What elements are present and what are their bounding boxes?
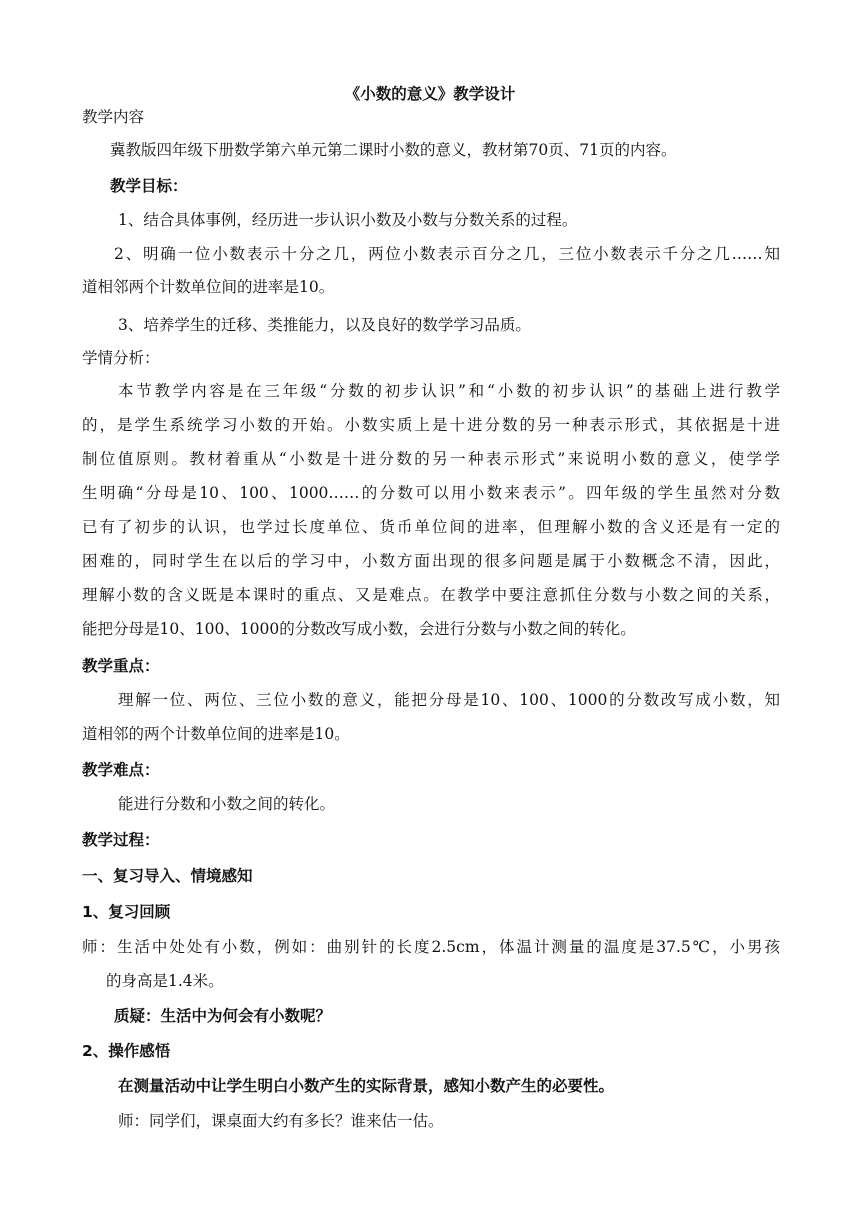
analysis-label: 学情分析： [82,349,160,367]
analysis-line-4: 生明确“分母是10、100、1000……的分数可以用小数来表示”。四年级的学生虽然对分数 [82,484,780,502]
objective-3: 3、培养学生的迁移、类推能力，以及良好的数学学习品质。 [118,316,531,334]
objective-1: 1、结合具体事例，经历进一步认识小数及小数与分数关系的过程。 [118,211,578,229]
key-points-line-2: 道相邻的两个计数单位间的进率是10。 [82,725,350,743]
teacher-line-1: 师：生活中处处有小数，例如：曲别针的长度2.5cm，体温计测量的温度是37.5℃，小男孩 [82,938,780,956]
teacher-line-3: 师：同学们，课桌面大约有多长？谁来估一估。 [118,1112,444,1130]
process-label: 教学过程： [82,831,160,849]
analysis-line-2: 的，是学生系统学习小数的开始。小数实质上是十进分数的另一种表示形式，其依据是十进 [82,416,780,434]
step-2-goal: 在测量活动中让学生明白小数产生的实际背景，感知小数产生的必要性。 [118,1077,615,1095]
analysis-line-6: 困难的，同时学生在以后的学习中，小数方面出现的很多问题是属于小数概念不清，因此， [82,552,780,570]
teacher-line-2: 的身高是1.4米。 [106,972,224,990]
step-1-heading: 1、复习回顾 [82,903,171,921]
section-label-content: 教学内容 [82,108,145,126]
analysis-line-1: 本节教学内容是在三年级“分数的初步认识”和“小数的初步认识”的基础上进行教学 [118,382,780,400]
key-points-line-1: 理解一位、两位、三位小数的意义，能把分母是10、100、1000的分数改写成小数，知 [118,691,780,709]
key-points-label: 教学重点： [82,657,160,675]
analysis-line-5: 已有了初步的认识，也学过长度单位、货币单位间的进率，但理解小数的含义还是有一定的 [82,518,780,536]
difficulty-label: 教学难点： [82,761,160,779]
question-text: 质疑：生活中为何会有小数呢？ [114,1007,332,1025]
content-text: 冀教版四年级下册数学第六单元第二课时小数的意义，教材第70页、71页的内容。 [110,141,677,159]
analysis-line-3: 制位值原则。教材着重从“小数是十进分数的另一种表示形式”来说明小数的意义，使学学 [82,450,780,468]
objective-2-line-2: 道相邻两个计数单位间的进率是10。 [82,278,335,296]
analysis-line-7: 理解小数的含义既是本课时的重点、又是难点。在教学中要注意抓住分数与小数之间的关系， [82,586,780,604]
analysis-line-8: 能把分母是10、100、1000的分数改写成小数，会进行分数与小数之间的转化。 [82,620,636,638]
objectives-label: 教学目标： [110,177,188,195]
objective-2-line-1: 2、明确一位小数表示十分之几，两位小数表示百分之几，三位小数表示千分之几……知 [114,245,780,263]
document-title: 《小数的意义》教学设计 [344,85,516,103]
difficulty-text: 能进行分数和小数之间的转化。 [118,795,336,813]
part-1-heading: 一、复习导入、情境感知 [82,867,253,885]
step-2-heading: 2、操作感悟 [82,1042,171,1060]
